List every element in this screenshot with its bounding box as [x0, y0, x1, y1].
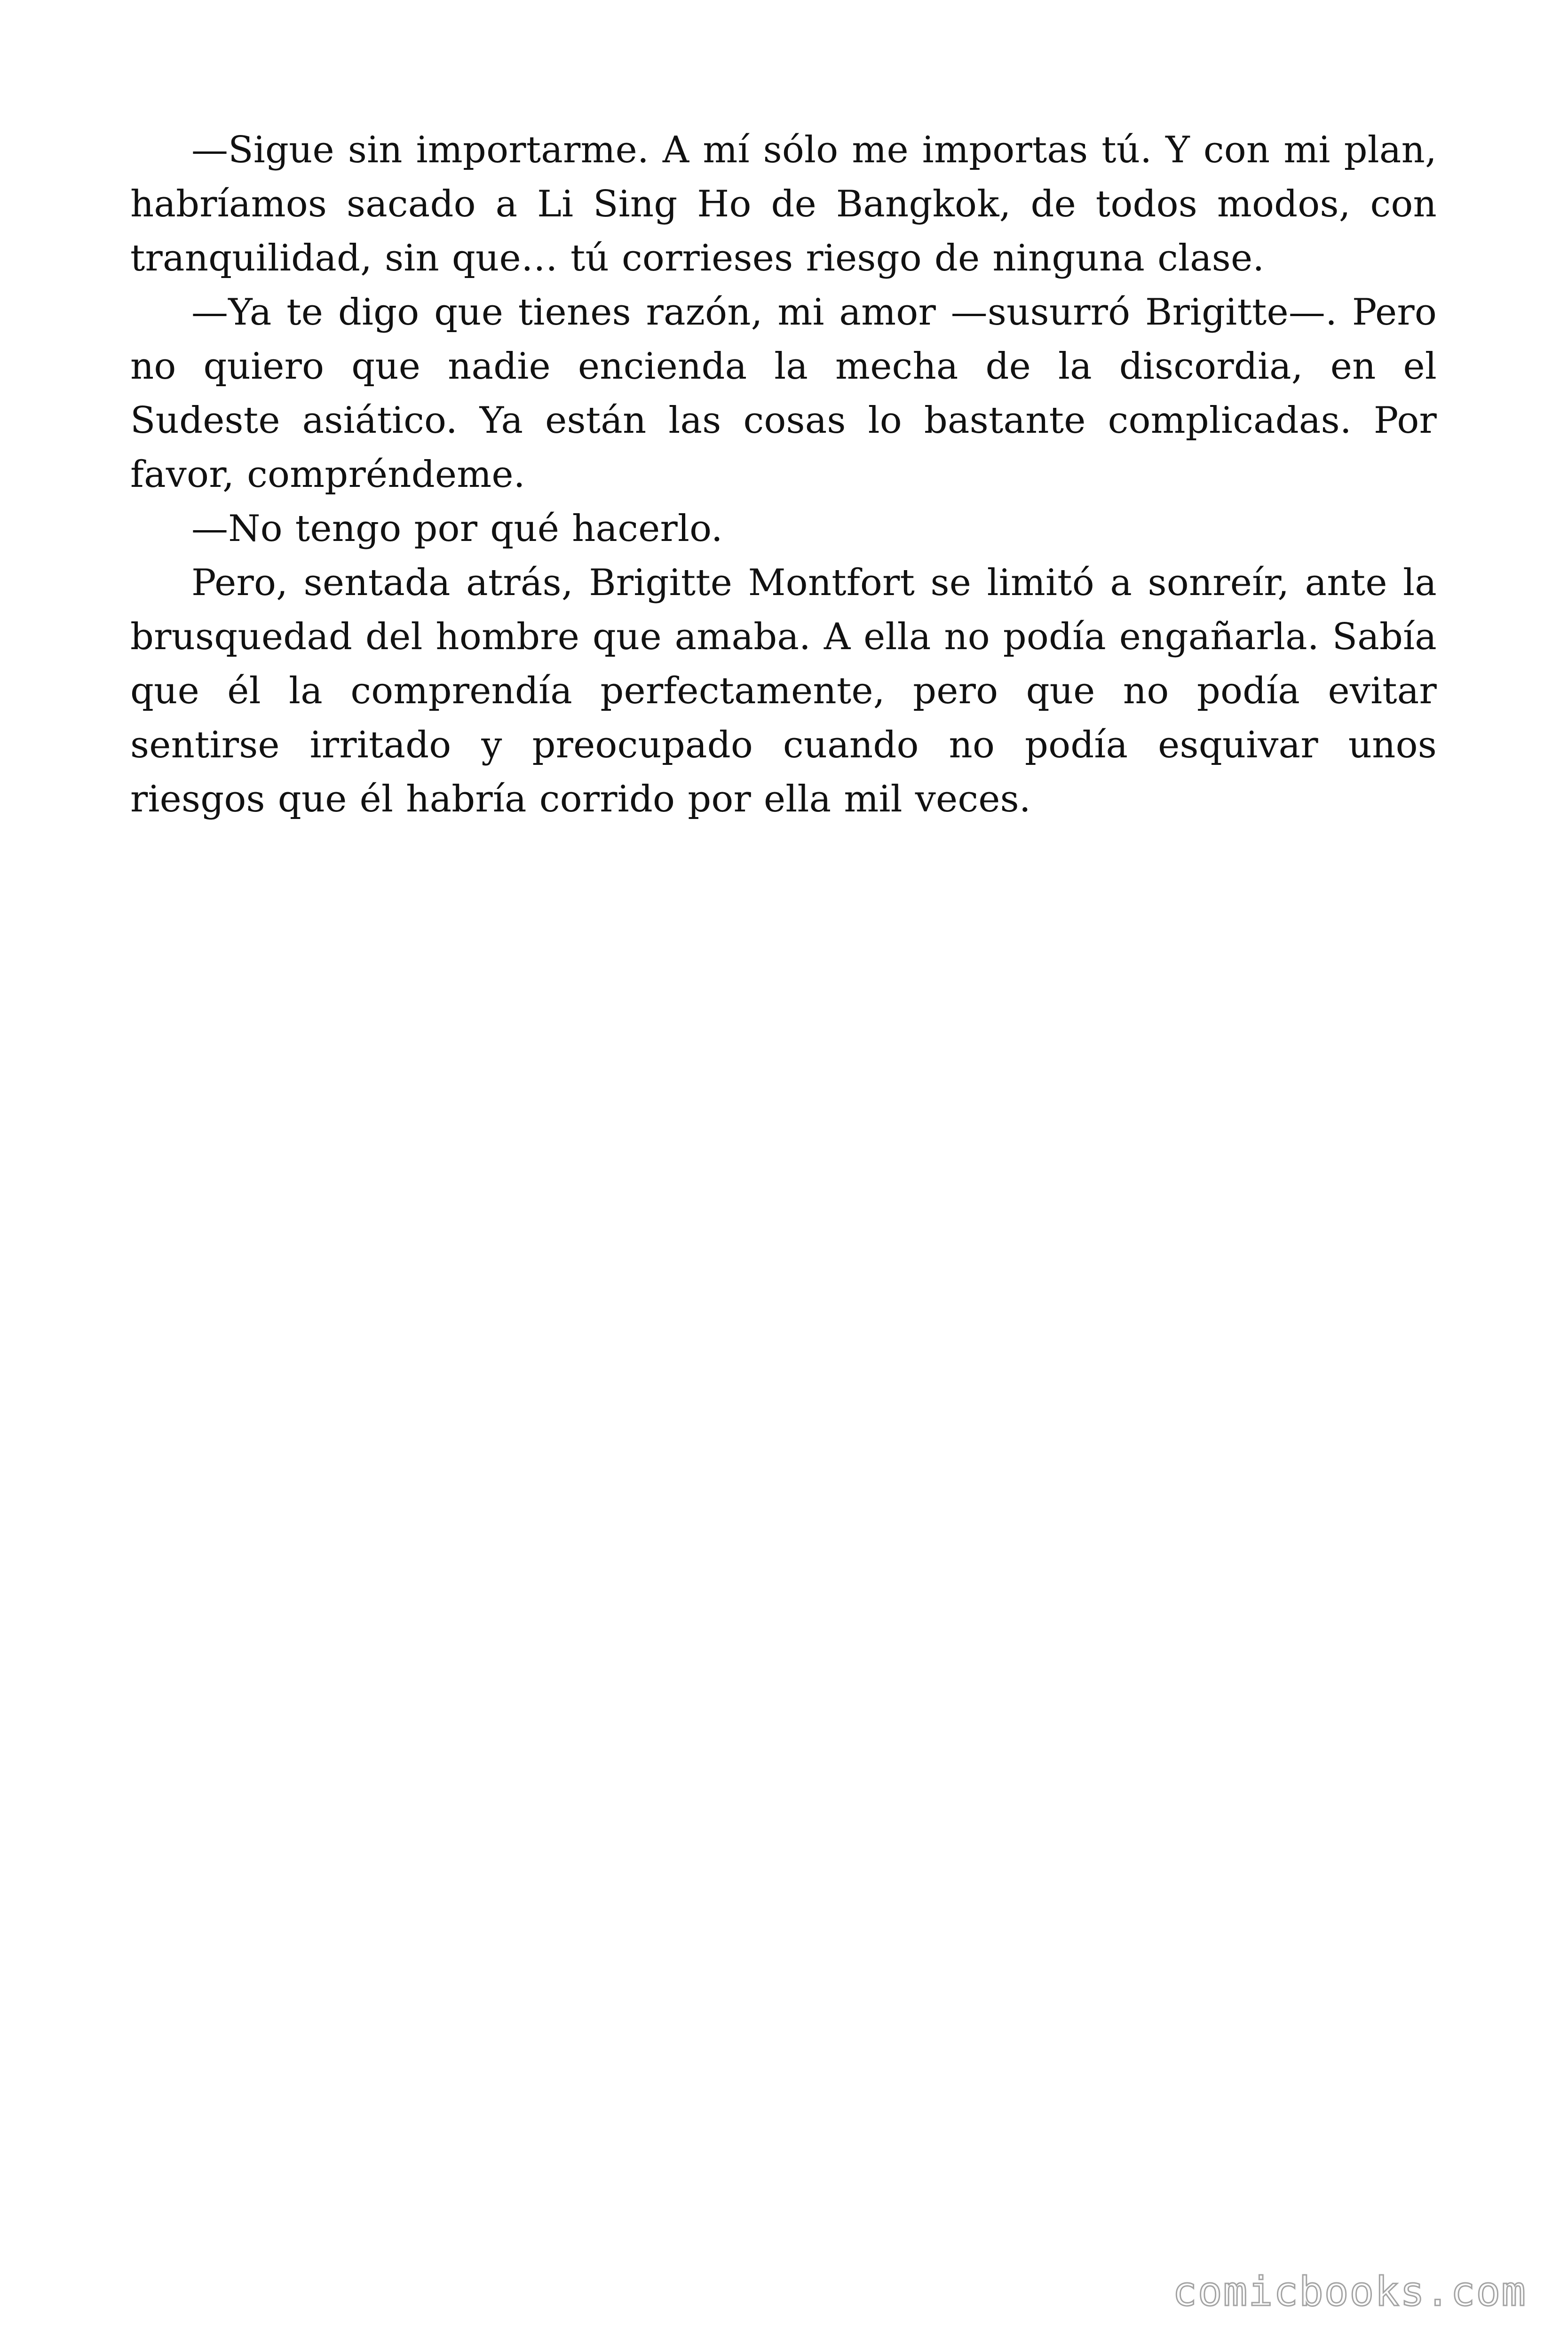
paragraph-1: —Sigue sin importarme. A mí sólo me importas tú. Y con mi plan, habríamos sacado a Li Sing Ho de Bangkok, de todos modos, con tranquilidad, sin que… tú corrieses riesgo de ninguna clase. — [130, 129, 1437, 279]
page-body — [130, 123, 1437, 826]
paragraph-4: Pero, sentada atrás, Brigitte Montfort se limitó a sonreír, ante la brusquedad del hombre que amaba. A ella no podía engañarla. Sabía que él la comprendía perfectamente, pero que no podía evitar sentirse irritado y preocupado cuando no podía esquivar unos riesgos que él habría corrido por ella mil veces. — [130, 562, 1437, 820]
watermark: comicbooks.com — [1172, 2268, 1527, 2315]
paragraph-3: —No tengo por qué hacerlo. — [191, 508, 723, 550]
paragraph-2: —Ya te digo que tienes razón, mi amor —susurró Brigitte—. Pero no quiero que nadie encienda la mecha de la discordia, en el Sudeste asiático. Ya están las cosas lo bastante complicadas. Por favor, compréndeme. — [130, 291, 1437, 496]
